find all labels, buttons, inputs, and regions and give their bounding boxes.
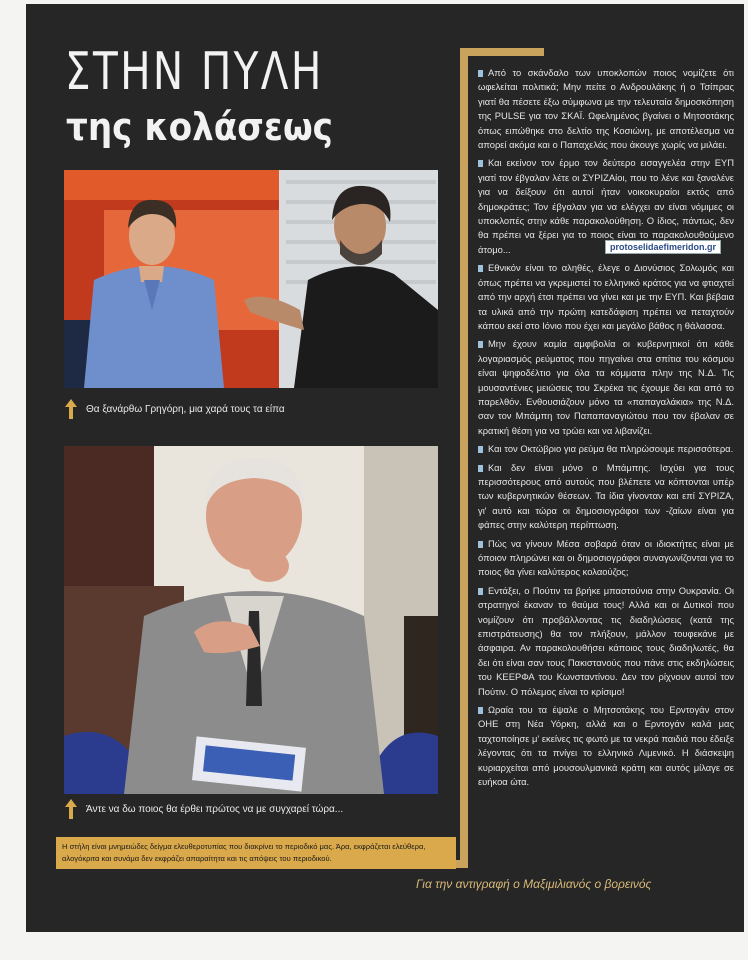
square-bullet-icon [478, 707, 483, 714]
photo-caption-2 [64, 798, 343, 820]
square-bullet-icon [478, 341, 483, 348]
paragraph: Και τον Οκτώβριο για ρεύμα θα πληρώσουμε περισσότερα. [478, 442, 734, 456]
up-arrow-icon [64, 798, 78, 820]
square-bullet-icon [478, 541, 483, 548]
square-bullet-icon [478, 70, 483, 77]
studio-illustration [64, 170, 438, 388]
square-bullet-icon [478, 588, 483, 595]
page-title-line1: ΣΤΗΝ ΠΥΛΗ [65, 42, 324, 102]
paragraph: Πώς να γίνουν Μέσα σοβαρά όταν οι ιδιοκτήτες είναι με όποιον πληρώνει και οι δημοσιογράφοι συναγωνίζονται για το ποιος θα γίνει καλύτερος κολαούζος; [478, 537, 734, 578]
square-bullet-icon [478, 465, 483, 472]
photo-caption-1 [64, 398, 285, 420]
column-signature: Για την αντιγραφή ο Μαξιμιλιανός ο βορεινός [416, 877, 652, 891]
up-arrow-icon [64, 398, 78, 420]
paragraph: Εντάξει, ο Πούτιν τα βρήκε μπαστούνια στην Ουκρανία. Οι στρατηγοί έκαναν το θαύμα τους! Αλλά και οι Δυτικοί που νομίζουν ότι προβάλλοντας τις διαδηλώσεις (κατά της επιστράτευσης) θα τον πλήξουν, μάλλον τουφεκάνε με άσφαιρα. Αν παρακολουθήσει κάποιος τους διαδηλωτές, θα δει ότι είναι σαν τους Πακιστανούς που πάνε στις εκδηλώσεις του ΚΕΕΡΦΑ του Κωνσταντίνου. Δεν τον ρίχνουν αυτοί τον Πούτιν. Ο πόλεμος είναι το κρίσιμο! [478, 584, 734, 697]
paragraph: Εθνικόν είναι το αληθές, έλεγε ο Διονύσιος Σολωμός και όπως πρέπει να γκρεμιστεί το ελληνικό κράτος για να φτιαχτεί από την αρχή έτσι πρέπει να γίνει και με την ΕΥΠ. Και βέβαια τα υλικά από την πρώτη κατεδάφιση πρέπει να πεταχτούν κάπου εκεί στο Ιόνιο που έχει και μεγάλο βάθος η θάλασσα. [478, 262, 734, 331]
square-bullet-icon [478, 265, 483, 272]
paragraph: Και δεν είναι μόνο ο Μπάμπης. Ισχύει για τους περισσότερους από αυτούς που βλέπετε να κόπτονται υπέρ των κυβερνητικών θέσεων. Τα ίδια γίνονταν και επί ΣΥΡΙΖΑ, γι' αυτό και τώρα οι δημοσιογράφοι των -ζαίων είναι για φάπες στην καλύτερη περίπτωση. [478, 461, 734, 531]
paragraph: Ωραία του τα έψαλε ο Μητσοτάκης του Ερντογάν στον ΟΗΕ στη Νέα Υόρκη, αλλά και ο Ερντογάν καλά μας ταχτοποίησε μ' εκείνες τις φωτό με τα νεκρά παιδιά που έδειξε λέγοντας ότι τα πνίγει το ελληνικό Λιμενικό. Η διάσκεψη κυριαρχείται από μουσουλμανικά κράτη και αυτός μίλαγε σε ευήκοα ώτα. [478, 704, 734, 788]
photo-older-man-suit [64, 446, 438, 794]
gold-frame-top [460, 48, 544, 56]
gold-frame-left [460, 48, 468, 868]
square-bullet-icon [478, 160, 483, 167]
seated-man-illustration [64, 446, 438, 794]
caption-text-2: Άντε να δω ποιος θα έρθει πρώτος να με συγχαρεί τώρα... [86, 803, 344, 815]
paragraph: Μην έχουν καμία αμφιβολία οι κυβερνητικοί ότι κάθε λογαριασμός ρεύματος που πηγαίνει στα σπίτια του κόσμου είναι ψηφοδέλτιο για όλα τα κόμματα πλην της Ν.Δ. Τις μουσαντένιες μειώσεις του Σκρέκα τις έχουμε δει και από το παρελθόν. Ενθουσιάζουν μόνο τα «παπαγαλάκια» της Ν.Δ. σαν τον Μπάμπη τον Παπαπαναγιώτου που τον έβαλαν σε κρατική θέση για να τρώει και να λιβανίζει. [478, 338, 734, 436]
paragraph: Από το σκάνδαλο των υποκλοπών ποιος νομίζετε ότι ωφελείται πολιτικά; Μην πείτε ο Ανδρουλάκης ή ο Τσίπρας γιατί θα πέσετε έξω σύμφωνα με την τελευταία δημοσκόπηση της PULSE για τον ΣΚΑΪ. Ωφελημένος βγαίνει ο Μητσοτάκης όπως ειπώθηκε στο δελτίο της Κοσιώνη, με αποτέλεσμα να απορεί ακόμα και ο Παπαχελάς που άκουγε χωρίς να μιλάει. [478, 67, 734, 151]
site-watermark: protoselidaefimeridon.gr [605, 240, 721, 254]
paragraph: Και εκείνον τον έρμο τον δεύτερο εισαγγελέα στην ΕΥΠ γιατί τον έβγαλαν λέτε οι ΣΥΡΙΖΑίοι, που το λένε και ξαναλένε για να δείξουν ότι αυτοί ήταν νοικοκυραίοι εκτός από δημοκράτες; Τον έβγαλαν για να ελέγχει αν είναι νόμιμες οι υποκλοπές στην κάθε παρακολούθηση. Ο ίδιος, πάντως, δεν θα πρέπει να ξέρει για το ποιος είναι το παρακολουθούμενο άτομο... [478, 157, 734, 255]
caption-text-1: Θα ξανάρθω Γρηγόρη, μια χαρά τους τα είπα [86, 403, 285, 415]
page-title-line2: της κολάσεως [66, 105, 333, 149]
article-text-column [478, 66, 734, 794]
column-disclaimer: Η στήλη είναι μνημειώδες δείγμα ελευθεροτυπίας που διακρίνει το περιοδικό μας. Άρα, εκφράζεται ελεύθερα, αλογόκριτα και συνάμα δεν εκφράζει απαραίτητα και τις απόψεις του περιοδικού. [56, 837, 456, 869]
square-bullet-icon [478, 446, 483, 453]
photo-politician-studio [64, 170, 438, 388]
